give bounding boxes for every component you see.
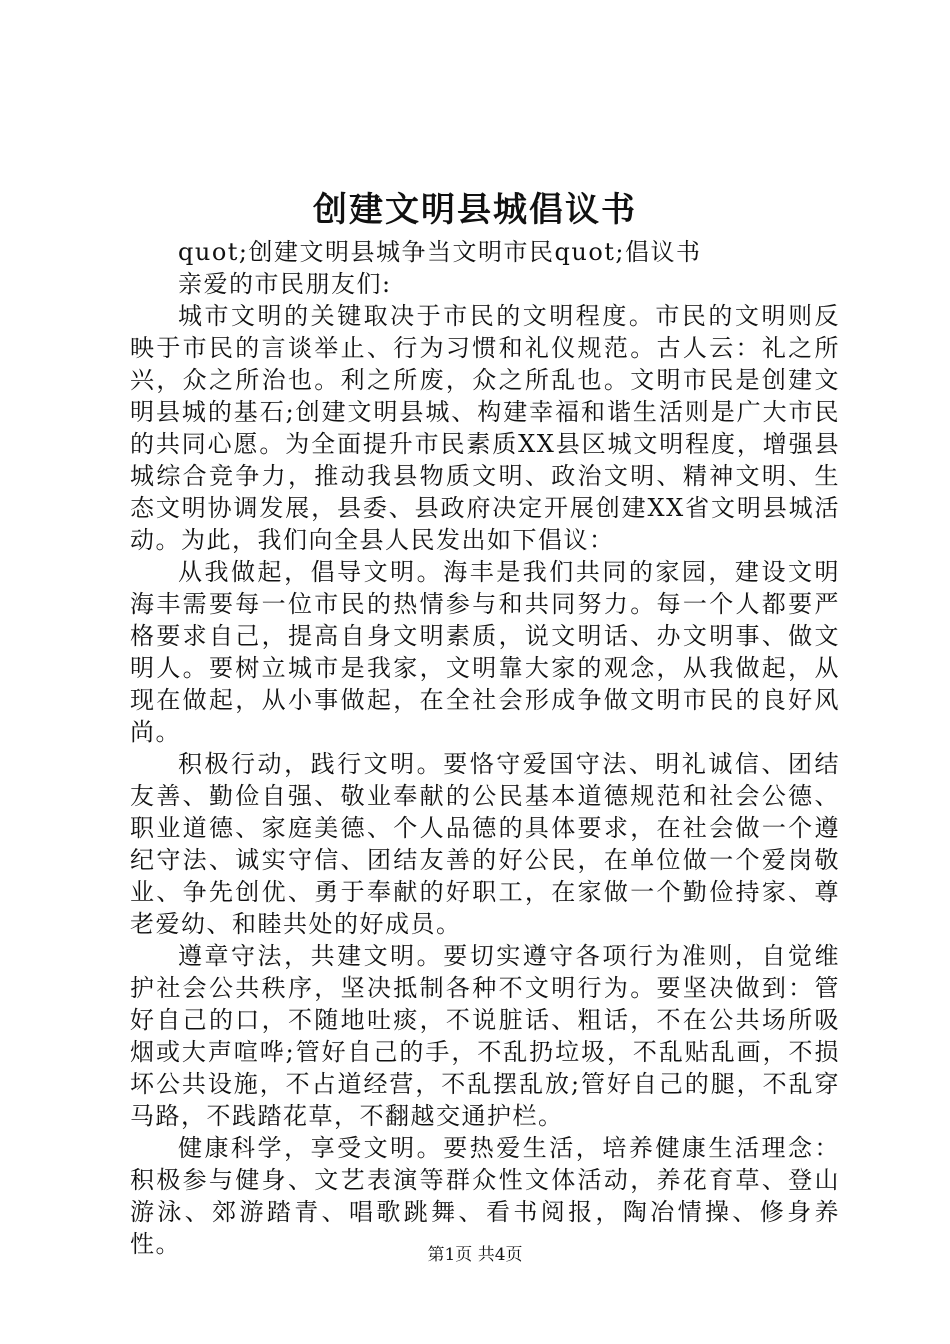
document-subtitle: quot;创建文明县城争当文明市民quot;倡议书	[178, 238, 702, 266]
page-number-footer: 第1页 共4页	[427, 1245, 523, 1265]
paragraph-start-from-me: 从我做起，倡导文明。海丰是我们共同的家园，建设文明海丰需要每一位市民的热情参与和共同努力。每一个人都要严格要求自己，提高自身文明素质，说文明话、办文明事、做文明人。要树立城市是我家，文明靠大家的观念，从我做起，从现在做起，从小事做起，在全社会形成争做文明市民的良好风尚。	[130, 558, 840, 746]
paragraph-intro: 城市文明的关键取决于市民的文明程度。市民的文明则反映于市民的言谈举止、行为习惯和礼仪规范。古人云：礼之所兴，众之所治也。利之所废，众之所乱也。文明市民是创建文明县城的基石;创建文明县城、构建幸福和谐生活则是广大市民的共同心愿。为全面提升市民素质XX县区城文明程度，增强县城综合竞争力，推动我县物质文明、政治文明、精神文明、生态文明协调发展，县委、县政府决定开展创建XX省文明县城活动。为此，我们向全县人民发出如下倡议：	[130, 302, 840, 554]
paragraph-active-action: 积极行动，践行文明。要恪守爱国守法、明礼诚信、团结友善、勤俭自强、敬业奉献的公民基本道德规范和社会公德、职业道德、家庭美德、个人品德的具体要求，在社会做一个遵纪守法、诚实守信、团结友善的好公民，在单位做一个爱岗敬业、争先创优、勇于奉献的好职工，在家做一个勤俭持家、尊老爱幼、和睦共处的好成员。	[130, 750, 840, 938]
document-body	[130, 236, 840, 1260]
paragraph-healthy-science: 健康科学，享受文明。要热爱生活，培养健康生活理念：积极参与健身、文艺表演等群众性文体活动，养花育草、登山游泳、郊游踏青、唱歌跳舞、看书阅报，陶冶情操、修身养性。	[130, 1134, 840, 1258]
document-title: 创建文明县城倡议书	[313, 190, 637, 230]
salutation: 亲爱的市民朋友们:	[178, 270, 392, 298]
paragraph-obey-rules: 遵章守法，共建文明。要切实遵守各项行为准则，自觉维护社会公共秩序，坚决抵制各种不文明行为。要坚决做到：管好自己的口，不随地吐痰，不说脏话、粗话，不在公共场所吸烟或大声喧哗;管好自己的手，不乱扔垃圾，不乱贴乱画，不损坏公共设施，不占道经营，不乱摆乱放;管好自己的腿，不乱穿马路，不践踏花草，不翻越交通护栏。	[130, 942, 840, 1130]
